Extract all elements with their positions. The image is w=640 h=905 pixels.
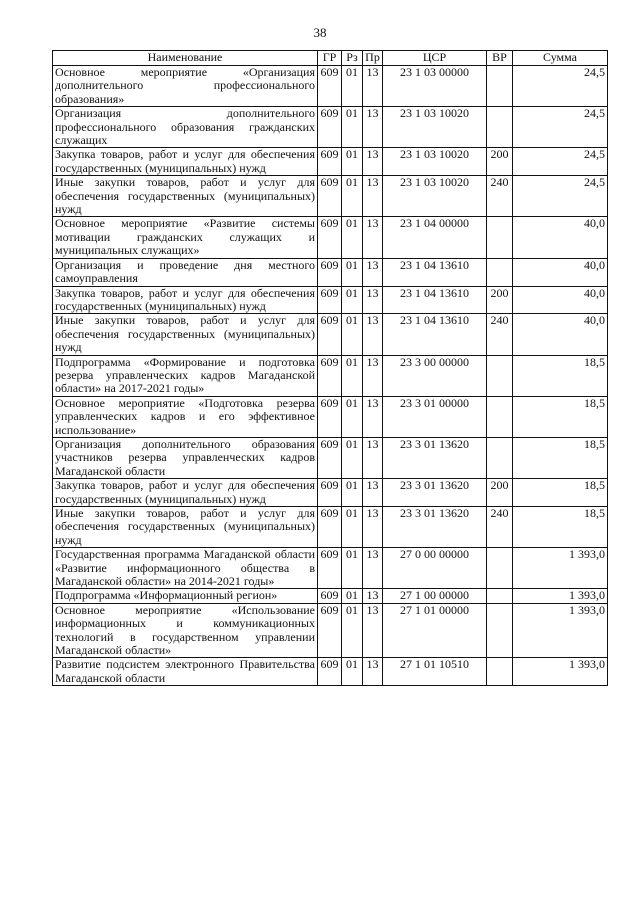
cell-csr: 23 3 01 00000 [383,396,487,437]
cell-vr [487,589,513,603]
cell-gr: 609 [318,66,342,107]
cell-csr: 23 1 03 10020 [383,107,487,148]
cell-pr: 13 [363,314,383,355]
cell-gr: 609 [318,603,342,658]
cell-sum: 18,5 [513,437,608,478]
cell-sum: 24,5 [513,107,608,148]
cell-rz: 01 [342,507,363,548]
header-gr: ГР [318,51,342,66]
header-csr: ЦСР [383,51,487,66]
cell-gr: 609 [318,286,342,314]
cell-sum: 1 393,0 [513,548,608,589]
cell-csr: 23 1 04 13610 [383,286,487,314]
table-row [53,589,608,603]
cell-pr: 13 [363,148,383,176]
cell-sum: 18,5 [513,396,608,437]
cell-gr: 609 [318,258,342,286]
budget-table [52,50,608,686]
cell-gr: 609 [318,148,342,176]
cell-sum: 18,5 [513,479,608,507]
cell-csr: 23 1 03 10020 [383,176,487,217]
cell-pr: 13 [363,217,383,258]
cell-rz: 01 [342,217,363,258]
table-row [53,107,608,148]
cell-rz: 01 [342,66,363,107]
cell-pr: 13 [363,658,383,686]
cell-name: Основное мероприятие «Развитие системы мотивации гражданских служащих и муниципальных служащих» [53,217,318,258]
header-row [53,51,608,66]
table-row [53,176,608,217]
cell-name: Подпрограмма «Формирование и подготовка резерва управленческих кадров Магаданской области» на 2017-2021 годы» [53,355,318,396]
cell-gr: 609 [318,355,342,396]
header-pr: Пр [363,51,383,66]
cell-name: Организация дополнительного профессионального образования гражданских служащих [53,107,318,148]
cell-name: Закупка товаров, работ и услуг для обеспечения государственных (муниципальных) нужд [53,479,318,507]
cell-vr: 240 [487,507,513,548]
cell-csr: 23 1 03 10020 [383,148,487,176]
cell-pr: 13 [363,479,383,507]
table-row [53,314,608,355]
cell-csr: 27 1 01 00000 [383,603,487,658]
cell-sum: 18,5 [513,355,608,396]
cell-csr: 23 3 01 13620 [383,437,487,478]
cell-vr [487,548,513,589]
cell-vr [487,658,513,686]
header-sum: Сумма [513,51,608,66]
cell-vr [487,355,513,396]
page-number: 38 [313,25,327,40]
cell-vr [487,603,513,658]
header-rz: Рз [342,51,363,66]
cell-pr: 13 [363,66,383,107]
cell-csr: 27 0 00 00000 [383,548,487,589]
cell-rz: 01 [342,437,363,478]
table-row [53,603,608,658]
cell-vr: 240 [487,314,513,355]
cell-csr: 27 1 01 10510 [383,658,487,686]
cell-gr: 609 [318,107,342,148]
cell-gr: 609 [318,589,342,603]
cell-rz: 01 [342,355,363,396]
cell-vr: 200 [487,479,513,507]
cell-gr: 609 [318,479,342,507]
cell-vr [487,107,513,148]
cell-gr: 609 [318,507,342,548]
cell-gr: 609 [318,437,342,478]
cell-name: Закупка товаров, работ и услуг для обеспечения государственных (муниципальных) нужд [53,148,318,176]
cell-csr: 23 1 03 00000 [383,66,487,107]
cell-rz: 01 [342,176,363,217]
cell-rz: 01 [342,396,363,437]
cell-pr: 13 [363,589,383,603]
cell-gr: 609 [318,548,342,589]
table-row [53,548,608,589]
cell-csr: 23 3 00 00000 [383,355,487,396]
cell-name: Основное мероприятие «Подготовка резерва управленческих кадров и его эффективное использование» [53,396,318,437]
cell-sum: 24,5 [513,176,608,217]
cell-rz: 01 [342,479,363,507]
cell-gr: 609 [318,658,342,686]
cell-pr: 13 [363,396,383,437]
cell-vr [487,258,513,286]
cell-sum: 40,0 [513,258,608,286]
cell-vr [487,217,513,258]
table-row [53,396,608,437]
cell-sum: 24,5 [513,148,608,176]
cell-pr: 13 [363,286,383,314]
cell-gr: 609 [318,396,342,437]
cell-rz: 01 [342,258,363,286]
cell-vr: 200 [487,148,513,176]
cell-rz: 01 [342,107,363,148]
cell-sum: 1 393,0 [513,603,608,658]
cell-name: Организация и проведение дня местного самоуправления [53,258,318,286]
table-row [53,437,608,478]
table-row [53,258,608,286]
cell-pr: 13 [363,355,383,396]
cell-pr: 13 [363,437,383,478]
cell-name: Иные закупки товаров, работ и услуг для обеспечения государственных (муниципальных) нужд [53,176,318,217]
table-row [53,66,608,107]
cell-gr: 609 [318,314,342,355]
cell-sum: 18,5 [513,507,608,548]
cell-rz: 01 [342,286,363,314]
cell-gr: 609 [318,176,342,217]
cell-pr: 13 [363,603,383,658]
cell-name: Подпрограмма «Информационный регион» [53,589,318,603]
cell-sum: 40,0 [513,314,608,355]
cell-rz: 01 [342,589,363,603]
cell-sum: 24,5 [513,66,608,107]
cell-csr: 27 1 00 00000 [383,589,487,603]
cell-rz: 01 [342,314,363,355]
cell-vr [487,66,513,107]
cell-name: Организация дополнительного образования участников резерва управленческих кадров Магаданской области [53,437,318,478]
cell-rz: 01 [342,548,363,589]
table-row [53,658,608,686]
cell-name: Основное мероприятие «Использование информационных и коммуникационных технологий в государственном управлении Магаданской области» [53,603,318,658]
header-name: Наименование [53,51,318,66]
cell-pr: 13 [363,107,383,148]
cell-pr: 13 [363,176,383,217]
cell-name: Иные закупки товаров, работ и услуг для обеспечения государственных (муниципальных) нужд [53,507,318,548]
cell-name: Государственная программа Магаданской области «Развитие информационного общества в Магаданской области» на 2014-2021 годы» [53,548,318,589]
cell-pr: 13 [363,507,383,548]
cell-rz: 01 [342,658,363,686]
cell-name: Иные закупки товаров, работ и услуг для обеспечения государственных (муниципальных) нужд [53,314,318,355]
cell-csr: 23 1 04 13610 [383,314,487,355]
cell-gr: 609 [318,217,342,258]
cell-vr: 200 [487,286,513,314]
cell-sum: 1 393,0 [513,658,608,686]
table-row [53,148,608,176]
table-row [53,507,608,548]
cell-csr: 23 1 04 13610 [383,258,487,286]
cell-name: Основное мероприятие «Организация дополнительного профессионального образования» [53,66,318,107]
cell-sum: 40,0 [513,286,608,314]
cell-sum: 40,0 [513,217,608,258]
cell-vr [487,396,513,437]
cell-name: Развитие подсистем электронного Правительства Магаданской области [53,658,318,686]
cell-pr: 13 [363,258,383,286]
cell-pr: 13 [363,548,383,589]
cell-vr [487,437,513,478]
header-vr: ВР [487,51,513,66]
cell-vr: 240 [487,176,513,217]
cell-name: Закупка товаров, работ и услуг для обеспечения государственных (муниципальных) нужд [53,286,318,314]
cell-rz: 01 [342,603,363,658]
cell-rz: 01 [342,148,363,176]
cell-csr: 23 1 04 00000 [383,217,487,258]
table-body [53,66,608,686]
cell-sum: 1 393,0 [513,589,608,603]
table-row [53,217,608,258]
table-row [53,286,608,314]
table-row [53,355,608,396]
table-row [53,479,608,507]
cell-csr: 23 3 01 13620 [383,507,487,548]
table-header [53,51,608,66]
cell-csr: 23 3 01 13620 [383,479,487,507]
